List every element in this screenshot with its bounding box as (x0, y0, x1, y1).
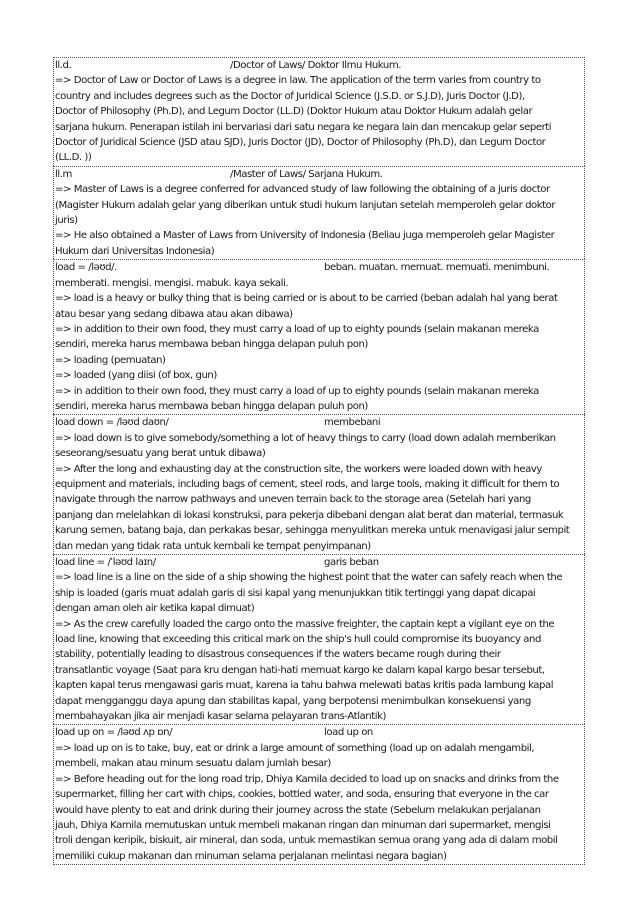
entry-text-line: troli dengan keripik, biskuit, air mineral, dan soda, untuk memastikan semua orang yang ada di dalam mobil (55, 835, 558, 847)
entry-text-line: panjang dan melelahkan di lokasi konstruksi, para pekerja dibebani dengan alat berat dan material, termasuk (55, 509, 564, 521)
entry-text-line: stability, potentially leading to disastrous consequences if the waters became rough during their (55, 649, 501, 661)
entry-term: load down = /ləʊd daʊn/ (55, 417, 169, 429)
entry-text-line: sendiri, mereka harus membawa beban hingga delapan puluh pon) (55, 339, 368, 351)
entry-text-line: dan medan yang tidak rata untuk kembali ke tempat penyimpanan) (55, 540, 371, 552)
entry-text-line: sendiri, mereka harus membawa beban hingga delapan puluh pon) (55, 400, 368, 412)
entry-text-line: => Master of Laws is a degree conferred for advanced study of law following the obtaining of a juris doctor (55, 184, 550, 196)
entry-text-line: load line, knowing that exceeding this critical mark on the ship's hull could compromise its buoyancy and (55, 634, 541, 646)
entry-heading (55, 555, 583, 570)
entry-text-line: dapat mengganggu daya apung dan stabilitas kapal, yang berpotensi menimbulkan konsekuensi yang (55, 695, 531, 707)
entry-heading (55, 260, 583, 275)
entry-heading (55, 415, 583, 430)
entry-text-line: => Before heading out for the long road trip, Dhiya Kamila decided to load up on snacks and drinks from the (55, 773, 559, 785)
entry-translation: beban. muatan. memuat. memuati. menimbuni. (324, 262, 550, 274)
entry-term: ll.d. (55, 60, 72, 71)
entry-text-line: => loading (pemuatan) (55, 354, 166, 366)
entry-text-line: => in addition to their own food, they must carry a load of up to eighty pounds (selain makanan mereka (55, 323, 539, 335)
entry-text-line: karung semen, batang baja, dan perkakas besar, sehingga menyulitkan mereka untuk menavigasi jalur sempit (55, 525, 570, 537)
entry-text-line: ship is loaded (garis muat adalah garis di sisi kapal yang menunjukkan titik tertinggi yang dapat dicapai (55, 587, 536, 599)
entry-text-line: atau besar yang sedang dibawa atau akan dibawa) (55, 308, 293, 320)
entry-heading (55, 167, 583, 182)
entry-text-line: Hukum dari Universitas Indonesia) (55, 245, 215, 257)
dictionary-document (53, 57, 585, 865)
entry-text-line: kapten kapal terus mengawasi garis muat, karena ia tahu bahwa melewati batas kritis pada lambung kapal (55, 680, 554, 692)
entry-text-line: sarjana hukum. Penerapan istilah ini bervariasi dari satu negara ke negara lain dan mencakup gelar seperti (55, 121, 552, 133)
entry-translation: /Doctor of Laws/ Doktor Ilmu Hukum. (230, 60, 401, 71)
entry-translation: garis beban (324, 557, 379, 568)
entry-text-line: => load line is a line on the side of a ship showing the highest point that the water can safely reach when the (55, 572, 563, 584)
entry-text-line: => He also obtained a Master of Laws from University of Indonesia (Beliau juga memperoleh gelar Magister (55, 230, 555, 242)
entry-text-line: => As the crew carefully loaded the cargo onto the massive freighter, the captain kept a vigilant eye on the (55, 618, 555, 630)
entry-term: load = /ləʊd/. (55, 262, 117, 274)
entry-text-line: => Doctor of Law or Doctor of Laws is a degree in law. The application of the term varies from country to (55, 75, 541, 87)
entry-text-line: jauh, Dhiya Kamila memutuskan untuk membeli makanan ringan dan minuman dari supermarket, mengisi (55, 819, 551, 831)
entry-text-line: membahayakan jika air menjadi kasar selama pelayaran trans-Atlantik) (55, 711, 386, 723)
entry-text-line: => After the long and exhausting day at the construction site, the workers were loaded down with heavy (55, 463, 542, 475)
entry-heading (55, 725, 583, 740)
dictionary-entry (53, 414, 585, 554)
entry-text-line: transatlantic voyage (Saat para kru dengan hati-hati memuat kargo ke dalam kapal kargo besar tersebut, (55, 664, 545, 676)
entry-text-line: memberati. mengisi. mengisi. mabuk. kaya sekali. (55, 277, 289, 289)
entry-text-line: equipment and materials, including bags of cement, steel rods, and large tools, making it difficult for them to (55, 478, 560, 490)
dictionary-entry (53, 166, 585, 259)
entry-text-line: country and includes degrees such as the Doctor of Juridical Science (J.S.D. or S.J.D), Juris Doctor (J.D), (55, 90, 525, 102)
entry-text-line: (LL.D. )) (55, 152, 92, 164)
entry-text-line: navigate through the narrow pathways and uneven terrain back to the storage area (Setelah hari yang (55, 494, 531, 506)
entry-text-line: => load down is to give somebody/something a lot of heavy things to carry (load down adalah memberikan (55, 432, 556, 444)
dictionary-entry (53, 259, 585, 414)
dictionary-entry (53, 57, 585, 166)
entry-text-line: Doctor of Philosophy (Ph.D), and Legum Doctor (LL.D) (Doktor Hukum atau Doktor Hukum adalah gelar (55, 106, 533, 118)
entry-text-line: seseorang/sesuatu yang berat untuk dibawa) (55, 448, 266, 460)
entry-translation: /Master of Laws/ Sarjana Hukum. (230, 168, 383, 180)
entry-text-line: memiliki cukup makanan dan minuman selama perjalanan melintasi negara bagian) (55, 850, 447, 862)
entry-term: load line = /ˈləʊd laɪn/ (55, 557, 156, 568)
dictionary-entry (53, 554, 585, 724)
entry-text-line: => load up on is to take, buy, eat or drink a large amount of something (load up on adalah mengambil, (55, 742, 535, 754)
entry-text-line: supermarket, filling her cart with chips, cookies, bottled water, and soda, ensuring that everyone in the car (55, 789, 549, 801)
entry-text-line: Doctor of Juridical Science (JSD atau SJD), Juris Doctor (JD), Doctor of Philosophy (Ph.D), dan Legum Doctor (55, 137, 546, 149)
entry-text-line: => loaded (yang diisi (of box, gun) (55, 370, 217, 382)
entry-text-line: dengan aman oleh air ketika kapal dimuat) (55, 603, 255, 615)
entry-text-line: membeli, makan atau minum sesuatu dalam jumlah besar) (55, 758, 331, 770)
entry-term: load up on = /ləʊd ʌp ɒn/ (55, 727, 173, 739)
entry-translation: membebani (324, 417, 381, 429)
entry-text-line: would have plenty to eat and drink during their journey across the state (Sebelum melakukan perjalanan (55, 804, 541, 816)
dictionary-entry (53, 724, 585, 865)
entry-translation: load up on (324, 727, 373, 739)
entry-text-line: juris) (55, 215, 78, 227)
entry-text-line: => in addition to their own food, they must carry a load of up to eighty pounds (selain makanan mereka (55, 385, 539, 397)
entry-term: ll.m (55, 168, 72, 180)
entry-heading (55, 58, 583, 73)
entry-text-line: (Magister Hukum adalah gelar yang diberikan untuk studi hukum lanjutan setelah memperoleh gelar doktor (55, 199, 556, 211)
entry-text-line: => load is a heavy or bulky thing that is being carried or is about to be carried (beban adalah hal yang berat (55, 293, 558, 305)
